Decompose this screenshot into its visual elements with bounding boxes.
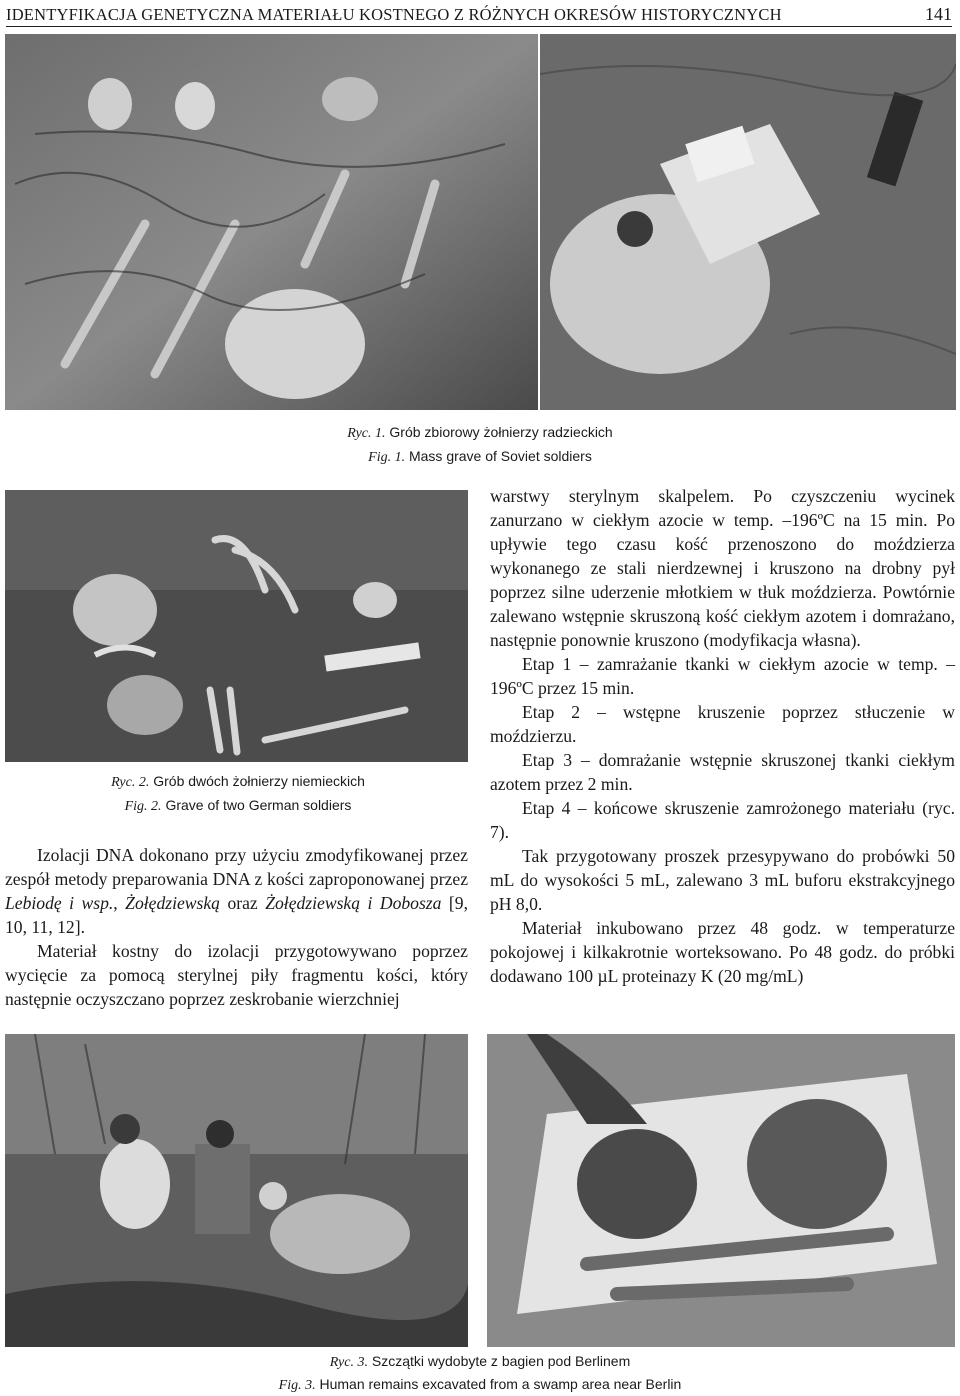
right-paragraph-3: Etap 2 – wstępne kruszenie poprzez stłuczenie w moździerzu. [490,702,955,746]
photo-mass-grave-right [540,34,956,410]
right-paragraph-7: Materiał inkubowano przez 48 godz. w temperaturze pokojowej i kilkakrotnie worteksowano. Po 48 godz. do próbki dodawano 100 µL proteinazy K (20 mg/mL) [490,918,955,986]
figure-2-text-pl: Grób dwóch żołnierzy niemieckich [153,773,365,789]
left-text-column [5,843,468,1011]
figure-1-caption-en [0,448,960,466]
right-paragraph-4: Etap 3 – domrażanie wstępnie skruszonej tkanki ciekłym azotem przez 2 min. [490,750,955,794]
figure-3-label-en: Fig. 3. [278,1378,316,1393]
left-paragraph-1: Izolacji DNA dokonano przy użyciu zmodyfikowanej przez zespół metody preparowania DNA z kości zaproponowanej przez Lebiodę i wsp., Żołędziewską oraz Żołędziewską i Dobosza [9, 10, 11, 12]. [5,845,468,937]
figure-2-caption-en [0,797,476,815]
figure-3-label-pl: Ryc. 3. [329,1355,368,1370]
figure-3-caption-en [0,1376,960,1394]
right-paragraph-5: Etap 4 – końcowe skruszenie zamrożonego materiału (ryc. 7). [490,798,955,842]
right-paragraph-2: Etap 1 – zamrażanie tkanki w ciekłym azocie w temp. –196ºC przez 15 min. [490,654,955,698]
photo-swamp-excavation [5,1034,468,1347]
figure-1-label-en: Fig. 1. [368,450,406,465]
figure-3-text-en: Human remains excavated from a swamp area near Berlin [319,1376,682,1392]
right-paragraph-6: Tak przygotowany proszek przesypywano do probówki 50 mL do wysokości 5 mL, zalewano 3 mL buforu ekstrakcyjnego pH 8,0. [490,846,955,914]
right-paragraph-1: warstwy sterylnym skalpelem. Po czyszczeniu wycinek zanurzano w ciekłym azocie w temp. –196ºC na 15 min. Po upływie tego czasu kość przenoszono do moździerza wykonanego ze stali nierdzewnej i kruszono na drobny pył poprzez silne uderzenie młotkiem w tłuk moździerza. Powtórnie zalewano wstępnie skruszoną kość ciekłym azotem i domrażano, następnie ponownie kruszono (modyfikacja własna). [490,486,955,650]
figure-3-caption-pl [0,1353,960,1371]
header-title: IDENTYFIKACJA GENETYCZNA MATERIAŁU KOSTNEGO Z RÓŻNYCH OKRESÓW HISTORYCZNYCH [6,5,782,24]
figure-1-text-en: Mass grave of Soviet soldiers [408,448,592,464]
figure-2-caption-pl [0,773,476,791]
photo-german-soldiers-grave [5,490,468,762]
running-header [6,2,952,27]
figure-1-label-pl: Ryc. 1. [347,426,386,441]
left-paragraph-2: Materiał kostny do izolacji przygotowywano poprzez wycięcie za pomocą sterylnej piły fragmentu kości, który następnie oczyszczano poprzez zeskrobanie wierzchniej [5,941,468,1009]
page-number: 141 [925,4,952,24]
figure-1-text-pl: Grób zbiorowy żołnierzy radzieckich [389,424,613,440]
photo-mass-grave-left [5,34,538,410]
right-text-column [490,484,955,988]
figure-3-text-pl: Szczątki wydobyte z bagien pod Berlinem [371,1353,631,1369]
photo-remains-tray [487,1034,955,1347]
figure-2-text-en: Grave of two German soldiers [165,797,352,813]
figure-2-label-en: Fig. 2. [124,799,162,814]
figure-1-caption-pl [0,424,960,442]
figure-2-label-pl: Ryc. 2. [111,775,150,790]
